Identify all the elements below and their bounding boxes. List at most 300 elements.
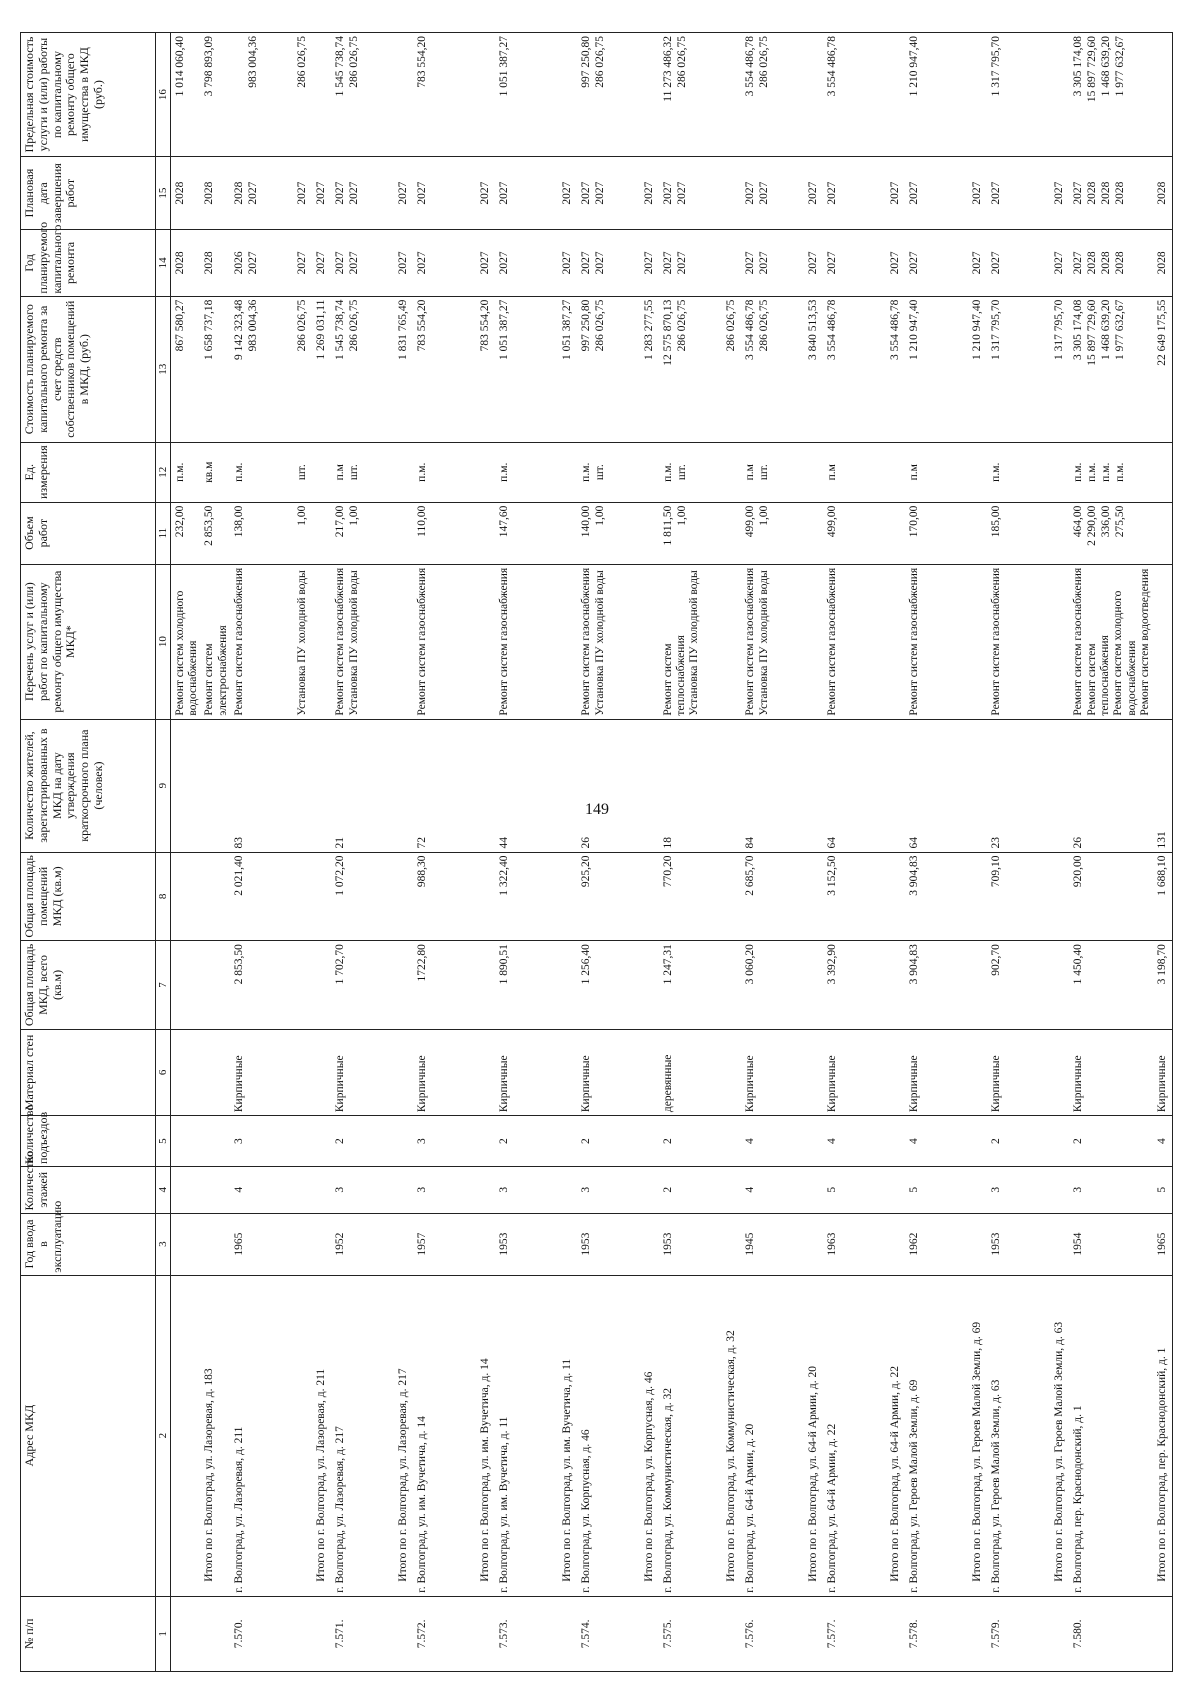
year-built-cell (293, 1213, 312, 1275)
repair-year: 2028 (1113, 251, 1126, 275)
wall-material: Кирпичные (579, 1055, 592, 1113)
row-number-cell (741, 1596, 804, 1671)
unit: п.м (907, 464, 920, 481)
premises-area: 1 072,20 (333, 855, 346, 896)
address: Итого по г. Волгоград, ул. Лазоревая, д. 217 (396, 1368, 409, 1582)
repair-cost-cell (1050, 296, 1069, 442)
unit: шт. (757, 464, 770, 481)
works-list-cell (171, 564, 201, 719)
wall-material: Кирпичные (333, 1055, 346, 1113)
works-list-cell (1069, 564, 1153, 719)
repair-cost: 3 840 513,53 (806, 299, 819, 361)
works-list-cell (476, 564, 495, 719)
work-volume-cell (394, 502, 413, 564)
unit-cell (312, 442, 331, 502)
premises-area-cell (886, 852, 905, 941)
column-number: 6 (156, 1029, 171, 1115)
repair-cost: 9 142 323,48 (232, 299, 245, 361)
floors-cell (230, 1167, 293, 1214)
completion-date: 2027 (347, 181, 360, 205)
premises-area: 2 021,40 (232, 855, 245, 896)
completion-date: 2027 (888, 181, 901, 205)
price-limit-cell (804, 33, 823, 157)
repair-year: 2028 (174, 251, 186, 275)
works-list: Установка ПУ холодной воды (688, 570, 701, 716)
repair-cost-cell (1069, 296, 1153, 442)
page-number: 149 (585, 801, 609, 818)
table-body (171, 33, 1173, 1672)
repair-year: 2027 (907, 251, 920, 275)
work-volume: 464,00 (1071, 505, 1084, 538)
floors: 2 (661, 1186, 674, 1193)
year-built-cell (230, 1213, 293, 1275)
repair-year: 2027 (1052, 251, 1065, 275)
address: г. Волгоград, пер. Краснодонский, д. 1 (1071, 1405, 1084, 1593)
entrances-cell (558, 1116, 577, 1167)
entrances-cell (1069, 1116, 1153, 1167)
address-cell (886, 1275, 905, 1596)
repair-cost: 1 831 765,49 (396, 299, 409, 361)
row-number-cell (495, 1596, 558, 1671)
price-limit-cell (171, 33, 201, 157)
address-row (1069, 33, 1153, 1672)
premises-area-cell (331, 852, 394, 941)
entrances: 2 (1071, 1138, 1084, 1144)
completion-date-cell (886, 157, 905, 230)
repair-year-cell (987, 230, 1050, 296)
repair-cost: 286 026,75 (347, 299, 360, 352)
repair-cost: 22 649 175,55 (1155, 299, 1168, 366)
year-built-cell (804, 1213, 823, 1275)
premises-area-cell (1069, 852, 1153, 941)
residents-cell (476, 719, 495, 852)
price-limit: 3 305 174,08 (1071, 36, 1084, 97)
completion-date: 2028 (1099, 181, 1112, 205)
work-volume-cell (171, 502, 201, 564)
unit-cell (476, 442, 495, 502)
completion-date-cell (1050, 157, 1069, 230)
year-built: 1945 (743, 1232, 756, 1256)
price-limit-cell (476, 33, 495, 157)
premises-area-cell (1153, 852, 1173, 941)
works-list-cell (200, 564, 229, 719)
total-area: 1 247,31 (661, 944, 674, 985)
repair-cost-cell (577, 296, 640, 442)
works-list-cell (394, 564, 413, 719)
completion-date-cell (495, 157, 558, 230)
works-list: Ремонт систем холодного водоснабжения (174, 590, 200, 716)
residents-cell (640, 719, 659, 852)
total-area-cell (293, 941, 312, 1030)
residents: 131 (1155, 831, 1168, 849)
repair-year: 2027 (593, 251, 606, 275)
repair-year: 2027 (970, 251, 983, 275)
works-list: Установка ПУ холодной воды (757, 570, 770, 716)
repair-year-cell (293, 230, 312, 296)
residents-cell (230, 719, 293, 852)
total-area-cell (394, 941, 413, 1030)
work-volume: 275,50 (1113, 505, 1126, 538)
works-list: Ремонт систем теплоснабжения (661, 635, 688, 716)
residents-cell (1153, 719, 1173, 852)
works-list-cell (823, 564, 886, 719)
works-list: Ремонт систем электроснабжения (203, 625, 229, 716)
address-cell (741, 1275, 804, 1596)
address-row (413, 33, 476, 1672)
row-number-cell (200, 1596, 229, 1671)
residents-cell (968, 719, 987, 852)
column-number: 11 (156, 502, 171, 564)
completion-date-cell (476, 157, 495, 230)
repair-year: 2027 (642, 251, 655, 275)
repair-year: 2027 (295, 251, 308, 275)
entrances-cell (293, 1116, 312, 1167)
completion-date: 2027 (806, 181, 819, 205)
completion-date: 2027 (907, 181, 920, 205)
address-cell (230, 1275, 293, 1596)
header-cell: Ед. измерения (21, 442, 156, 502)
repair-cost-cell (659, 296, 722, 442)
address: г. Волгоград, ул. Героев Малой Земли, д. 69 (907, 1379, 920, 1593)
wall-material-cell (741, 1029, 804, 1115)
work-volume-cell (293, 502, 312, 564)
works-list: Установка ПУ холодной воды (295, 570, 308, 716)
premises-area-cell (905, 852, 968, 941)
row-number-cell (1069, 1596, 1153, 1671)
repair-cost: 3 554 486,78 (888, 299, 901, 361)
row-number-cell (968, 1596, 987, 1671)
premises-area-cell (293, 852, 312, 941)
total-area-cell (577, 941, 640, 1030)
unit-cell (741, 442, 804, 502)
unit-cell (640, 442, 659, 502)
year-built: 1953 (661, 1232, 674, 1256)
completion-date: 2027 (497, 181, 510, 205)
repair-cost-cell (171, 296, 201, 442)
rotated-table-container (20, 32, 1200, 1672)
address: Итого по г. Волгоград, ул. Героев Малой Земли, д. 63 (1052, 1321, 1065, 1582)
premises-area-cell (722, 852, 741, 941)
repair-cost-cell (331, 296, 394, 442)
address: Итого по г. Волгоград, ул. Героев Малой Земли, д. 69 (970, 1321, 983, 1582)
premises-area: 988,30 (415, 855, 428, 888)
floors-cell (659, 1167, 722, 1214)
residents-cell (741, 719, 804, 852)
total-area: 2 853,50 (232, 944, 245, 985)
year-built: 1963 (825, 1232, 838, 1256)
row-number: 7.571. (333, 1619, 346, 1649)
header-cell: № п/п (21, 1596, 156, 1671)
address-cell (171, 1275, 201, 1596)
wall-material-cell (1069, 1029, 1153, 1115)
repair-cost-cell (200, 296, 229, 442)
works-list-cell (293, 564, 312, 719)
premises-area: 1 322,40 (497, 855, 510, 896)
header-cell: Предельная стоимость услуги и (или) работы по капитальному ремонту общего имущества в МКД (руб.) (21, 33, 156, 157)
header-cell: Год планируемого капитального ремонта (21, 230, 156, 296)
repair-year-cell (1050, 230, 1069, 296)
premises-area: 2 685,70 (743, 855, 756, 896)
work-volume-cell (722, 502, 741, 564)
row-number-cell (394, 1596, 413, 1671)
works-list-cell (230, 564, 293, 719)
year-built: 1962 (907, 1232, 920, 1256)
total-row (394, 33, 413, 1672)
repair-year-cell (394, 230, 413, 296)
column-number: 12 (156, 442, 171, 502)
address-row (659, 33, 722, 1672)
wall-material-cell (413, 1029, 476, 1115)
address-cell (577, 1275, 640, 1596)
entrances-cell (722, 1116, 741, 1167)
repair-year-cell (722, 230, 741, 296)
header-cell: Количество подъездов (21, 1116, 156, 1167)
works-list: Ремонт систем газоснабжения (333, 567, 346, 716)
unit-cell (293, 442, 312, 502)
repair-cost: 3 305 174,08 (1071, 299, 1084, 361)
repair-year: 2028 (1099, 251, 1112, 275)
repair-cost-cell (905, 296, 968, 442)
address-row (230, 33, 293, 1672)
completion-date-cell (394, 157, 413, 230)
floors: 4 (743, 1186, 756, 1193)
unit-cell (495, 442, 558, 502)
repair-year: 2027 (415, 251, 428, 275)
unit: п.м. (232, 462, 245, 482)
repair-cost-cell (968, 296, 987, 442)
price-limit-cell (293, 33, 312, 157)
wall-material-cell (331, 1029, 394, 1115)
total-area: 3 392,90 (825, 944, 838, 985)
total-area-cell (1153, 941, 1173, 1030)
unit-cell (987, 442, 1050, 502)
completion-date-cell (659, 157, 722, 230)
price-limit: 1 545 738,74 (333, 36, 346, 97)
entrances: 4 (825, 1138, 838, 1144)
floors: 3 (497, 1186, 510, 1193)
wall-material-cell (312, 1029, 331, 1115)
completion-date-cell (293, 157, 312, 230)
entrances-cell (823, 1116, 886, 1167)
repair-year: 2027 (1071, 251, 1084, 275)
repair-year: 2027 (314, 251, 327, 275)
work-volume-cell (476, 502, 495, 564)
works-list: Ремонт систем теплоснабжения (1085, 635, 1112, 716)
wall-material-cell (293, 1029, 312, 1115)
entrances-cell (741, 1116, 804, 1167)
repair-year: 2027 (333, 251, 346, 275)
unit: шт. (347, 464, 360, 481)
work-volume: 110,00 (415, 505, 428, 537)
entrances-cell (640, 1116, 659, 1167)
works-list: Установка ПУ холодной воды (347, 570, 360, 716)
total-row (476, 33, 495, 1672)
floors-cell (558, 1167, 577, 1214)
row-number-cell (331, 1596, 394, 1671)
unit-cell (171, 442, 201, 502)
repair-year: 2027 (661, 251, 674, 275)
residents-cell (200, 719, 229, 852)
floors: 5 (825, 1186, 838, 1193)
repair-cost-cell (886, 296, 905, 442)
wall-material: Кирпичные (825, 1055, 838, 1113)
header-cell: Общая площадь помещений МКД (кв.м) (21, 852, 156, 941)
unit: шт. (295, 464, 308, 481)
row-number-cell (577, 1596, 640, 1671)
address-cell (293, 1275, 312, 1596)
premises-area: 925,20 (579, 855, 592, 888)
price-limit: 286 026,75 (593, 36, 606, 88)
price-limit-cell (495, 33, 558, 157)
column-number: 2 (156, 1275, 171, 1596)
address: г. Волгоград, ул. Лазоревая, д. 211 (232, 1426, 245, 1593)
row-number-cell (476, 1596, 495, 1671)
capital-repair-table (20, 32, 1173, 1672)
total-area-cell (495, 941, 558, 1030)
repair-year-cell (230, 230, 293, 296)
price-limit: 1 317 795,70 (989, 36, 1002, 97)
floors: 3 (415, 1186, 428, 1193)
address-row (495, 33, 558, 1672)
repair-cost: 1 317 795,70 (989, 299, 1002, 361)
wall-material: Кирпичные (415, 1055, 428, 1113)
wall-material-cell (987, 1029, 1050, 1115)
row-number-cell (886, 1596, 905, 1671)
floors-cell (577, 1167, 640, 1214)
price-limit-cell (1050, 33, 1069, 157)
floors: 5 (907, 1186, 920, 1193)
year-built: 1954 (1071, 1232, 1084, 1256)
wall-material-cell (1153, 1029, 1173, 1115)
repair-year-cell (804, 230, 823, 296)
row-number-cell (659, 1596, 722, 1671)
unit-cell (823, 442, 886, 502)
works-list-cell (558, 564, 577, 719)
year-built: 1953 (579, 1232, 592, 1256)
address-cell (905, 1275, 968, 1596)
price-limit: 286 026,75 (295, 36, 308, 88)
floors-cell (886, 1167, 905, 1214)
unit-cell (1050, 442, 1069, 502)
address-cell (413, 1275, 476, 1596)
repair-cost-cell (741, 296, 804, 442)
wall-material-cell (968, 1029, 987, 1115)
address: Итого по г. Волгоград, ул. 64-й Армии, д. 22 (888, 1365, 901, 1582)
premises-area-cell (413, 852, 476, 941)
floors: 5 (1155, 1186, 1168, 1193)
wall-material: Кирпичные (232, 1055, 245, 1113)
address-row (741, 33, 804, 1672)
repair-year: 2027 (560, 251, 573, 275)
residents: 72 (415, 837, 428, 849)
entrances-cell (200, 1116, 229, 1167)
total-row (640, 33, 659, 1672)
work-volume-cell (905, 502, 968, 564)
unit-cell (200, 442, 229, 502)
residents-cell (293, 719, 312, 852)
price-limit: 1 210 947,40 (907, 36, 920, 97)
address: Итого по г. Волгоград, ул. Лазоревая, д. 211 (314, 1368, 327, 1582)
column-number: 8 (156, 852, 171, 941)
entrances: 4 (907, 1138, 920, 1144)
total-row (293, 33, 312, 1672)
year-built-cell (741, 1213, 804, 1275)
year-built-cell (312, 1213, 331, 1275)
year-built-cell (659, 1213, 722, 1275)
row-number: 7.570. (232, 1619, 245, 1649)
repair-year: 2027 (825, 251, 838, 275)
address-cell (1153, 1275, 1173, 1596)
premises-area-cell (558, 852, 577, 941)
premises-area-cell (394, 852, 413, 941)
wall-material-cell (577, 1029, 640, 1115)
price-limit: 1 051 387,27 (497, 36, 510, 97)
year-built-cell (495, 1213, 558, 1275)
residents-cell (987, 719, 1050, 852)
completion-date: 2028 (203, 181, 216, 205)
column-number: 3 (156, 1213, 171, 1275)
entrances-cell (230, 1116, 293, 1167)
works-list-cell (804, 564, 823, 719)
repair-year: 2027 (743, 251, 756, 275)
repair-year: 2028 (203, 251, 216, 275)
residents: 23 (989, 837, 1002, 849)
unit: п.м (333, 464, 346, 481)
works-list-cell (968, 564, 987, 719)
completion-date-cell (171, 157, 201, 230)
unit-cell (331, 442, 394, 502)
floors: 3 (333, 1186, 346, 1193)
address-cell (640, 1275, 659, 1596)
header-cell: Материал стен (21, 1029, 156, 1115)
total-area-cell (741, 941, 804, 1030)
work-volume: 2 290,00 (1085, 505, 1098, 546)
price-limit-cell (987, 33, 1050, 157)
residents-cell (331, 719, 394, 852)
premises-area: 3 904,83 (907, 855, 920, 896)
unit-cell (1153, 442, 1173, 502)
total-area-cell (1050, 941, 1069, 1030)
residents: 64 (907, 837, 920, 849)
work-volume: 2 853,50 (203, 505, 216, 546)
total-area-cell (905, 941, 968, 1030)
floors-cell (331, 1167, 394, 1214)
residents: 83 (232, 837, 245, 849)
floors-cell (640, 1167, 659, 1214)
repair-cost-cell (413, 296, 476, 442)
repair-year-cell (741, 230, 804, 296)
row-number: 7.573. (497, 1619, 510, 1649)
repair-cost: 867 580,27 (174, 299, 186, 352)
total-row (1050, 33, 1069, 1672)
entrances: 2 (333, 1138, 346, 1144)
floors-cell (823, 1167, 886, 1214)
work-volume-cell (804, 502, 823, 564)
works-list: Ремонт систем газоснабжения (907, 567, 920, 716)
repair-year-cell (886, 230, 905, 296)
price-limit-cell (312, 33, 331, 157)
year-built-cell (987, 1213, 1050, 1275)
completion-date: 2027 (415, 181, 428, 205)
completion-date: 2027 (333, 181, 346, 205)
premises-area: 1 688,10 (1155, 855, 1168, 896)
price-limit-cell (558, 33, 577, 157)
unit: п.м. (1071, 462, 1084, 482)
works-list: Ремонт систем газоснабжения (497, 567, 510, 716)
total-area: 3 060,20 (743, 944, 756, 985)
completion-date-cell (804, 157, 823, 230)
repair-cost: 1 210 947,40 (970, 299, 983, 361)
